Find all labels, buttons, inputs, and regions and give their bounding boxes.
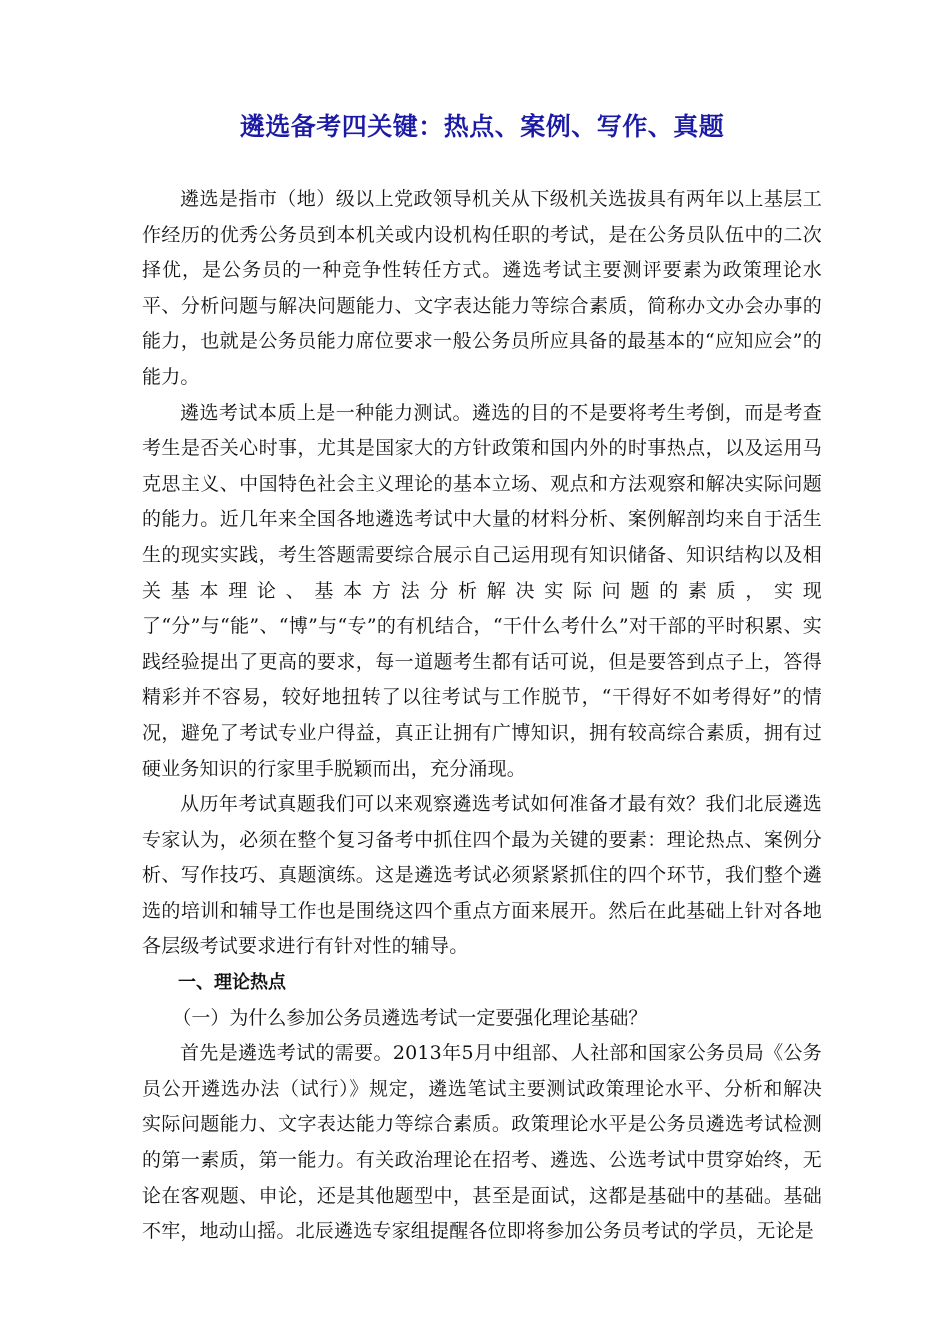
paragraph-theory-basis: 首先是遴选考试的需要。2013年5月中组部、人社部和国家公务员局《公务员公开遴选办法（试行）》规定，遴选笔试主要测试政策理论水平、分析和解决实际问题能力、文字表达能力等综合素质。政策理论水平是公务员遴选考试检测的第一素质，第一能力。有关政治理论在招考、遴选、公选考试中贯穿始终，无论在客观题、申论，还是其他题型中，甚至是面试，这都是基础中的基础。基础不牢，地动山摇。北辰遴选专家组提醒各位即将参加公务员考试的学员，无论是 [142, 1042, 822, 1243]
document-title: 遴选备考四关键：热点、案例、写作、真题 [239, 112, 725, 141]
document-page [142, 100, 822, 1250]
subsection-heading: （一）为什么参加公务员遴选考试一定要强化理论基础？ [172, 1006, 648, 1029]
paragraph-four-keys: 从历年考试真题我们可以来观察遴选考试如何准备才最有效？我们北辰遴选专家认为，必须在整个复习备考中抓住四个最为关键的要素：理论热点、案例分析、写作技巧、真题演练。这是遴选考试必须紧紧抓住的四个环节，我们整个遴选的培训和辅导工作也是围绕这四个重点方面来展开。然后在此基础上针对各地各层级考试要求进行有针对性的辅导。 [142, 793, 822, 958]
paragraph-intro: 遴选是指市（地）级以上党政领导机关从下级机关选拔具有两年以上基层工作经历的优秀公务员到本机关或内设机构任职的考试，是在公务员队伍中的二次择优，是公务员的一种竞争性转任方式。遴选考试主要测评要素为政策理论水平、分析问题与解决问题能力、文字表达能力等综合素质，简称办文办会办事的能力，也就是公务员能力席位要求一般公务员所应具备的最基本的“应知应会”的能力。 [142, 188, 822, 388]
section-heading: 一、理论热点 [178, 972, 286, 994]
paragraph-ability-test: 遴选考试本质上是一种能力测试。遴选的目的不是要将考生考倒，而是考查考生是否关心时事，尤其是国家大的方针政策和国内外的时事热点，以及运用马克思主义、中国特色社会主义理论的基本立场、观点和方法观察和解决实际问题的能力。近几年来全国各地遴选考试中大量的材料分析、案例解剖均来自于活生生的现实实践，考生答题需要综合展示自己运用现有知识储备、知识结构以及相关基本理论、基本方法分析解决实际问题的素质，实现了“分”与“能”、“博”与“专”的有机结合，“干什么考什么”对干部的平时积累、实践经验提出了更高的要求，每一道题考生都有话可说，但是要答到点子上，答得精彩并不容易，较好地扭转了以往考试与工作脱节，“干得好不如考得好”的情况，避免了考试专业户得益，真正让拥有广博知识，拥有较高综合素质，拥有过硬业务知识的行家里手脱颖而出，充分涌现。 [142, 401, 822, 780]
